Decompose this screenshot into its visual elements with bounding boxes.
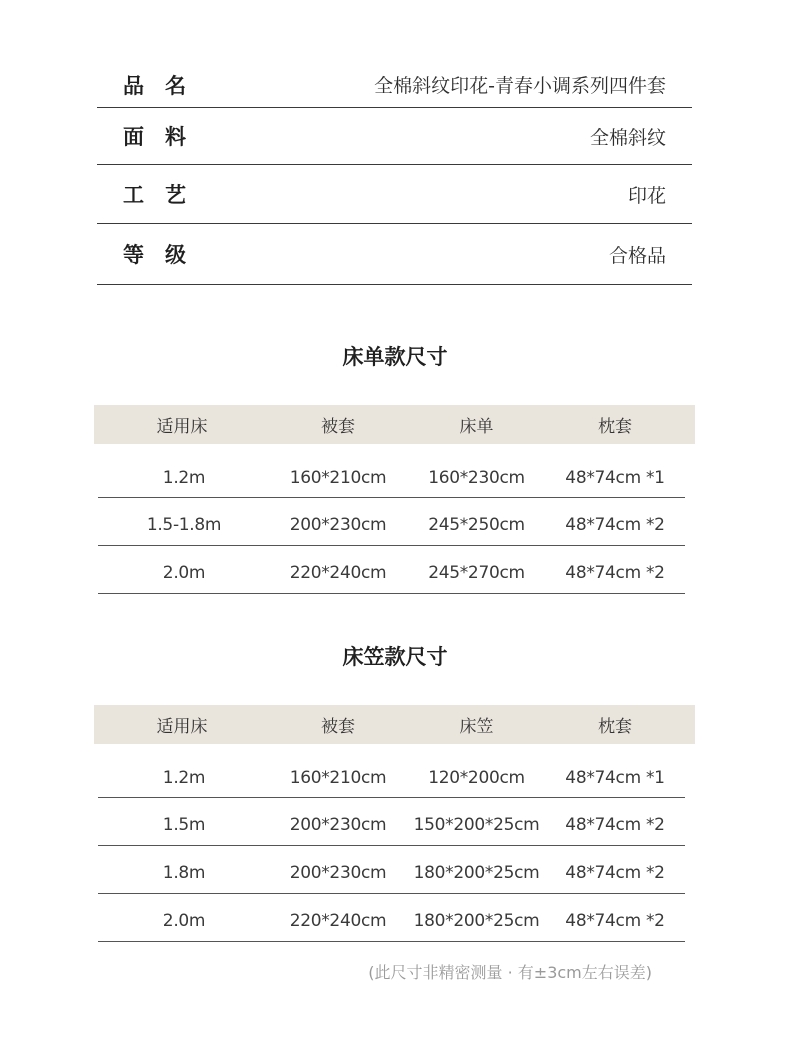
- table-cell: 48*74cm *1: [565, 467, 665, 488]
- table-cell: 180*200*25cm: [413, 862, 540, 883]
- info-label: 等级: [123, 243, 207, 267]
- info-row-craft: [97, 165, 692, 224]
- table-row: [98, 444, 685, 498]
- info-label: 品名: [123, 73, 207, 98]
- product-info-table: [97, 62, 692, 285]
- table-cell: 2.0m: [162, 562, 206, 583]
- header-cell: 适用床: [156, 417, 208, 437]
- table-cell: 1.2m: [162, 467, 206, 488]
- info-value: 全棉斜纹: [589, 126, 666, 149]
- header-cell: 被套: [321, 717, 355, 737]
- table-cell: 48*74cm *2: [565, 862, 665, 883]
- table-cell: 2.0m: [162, 910, 206, 931]
- table-row: [98, 744, 685, 798]
- table-body: [98, 444, 685, 594]
- info-value: 合格品: [608, 244, 666, 267]
- table-cell: 48*74cm *2: [565, 514, 665, 535]
- table-row: [98, 798, 685, 846]
- table-row: [98, 498, 685, 546]
- table-cell: 245*250cm: [428, 514, 525, 535]
- table-cell: 220*240cm: [289, 910, 387, 931]
- table-cell: 200*230cm: [289, 862, 387, 883]
- table-header: [94, 405, 695, 444]
- table-cell: 120*200cm: [428, 767, 525, 788]
- header-cell: 适用床: [156, 717, 208, 737]
- table-header: [94, 705, 695, 744]
- table-cell: 48*74cm *2: [565, 562, 665, 583]
- table-row: [98, 846, 685, 894]
- table-cell: 1.5m: [162, 814, 206, 835]
- table-body: [98, 744, 685, 942]
- table-cell: 180*200*25cm: [413, 910, 540, 931]
- table-cell: 48*74cm *2: [565, 910, 665, 931]
- header-cell: 床单: [459, 417, 494, 437]
- table-cell: 150*200*25cm: [413, 814, 540, 835]
- table-cell: 160*230cm: [428, 467, 525, 488]
- fitted-size-table: [94, 705, 695, 942]
- table-cell: 220*240cm: [289, 562, 387, 583]
- info-row-name: [97, 62, 692, 108]
- table-cell: 1.8m: [162, 862, 206, 883]
- header-cell: 被套: [321, 417, 355, 437]
- table-cell: 48*74cm *2: [565, 814, 665, 835]
- table-cell: 160*210cm: [289, 467, 387, 488]
- info-row-fabric: [97, 108, 692, 165]
- info-value: 印花: [627, 184, 666, 207]
- table-cell: 1.2m: [162, 767, 206, 788]
- fitted-section-title: 床笠款尺寸: [342, 645, 448, 669]
- sheet-section-title: 床单款尺寸: [342, 345, 448, 369]
- header-cell: 枕套: [598, 717, 632, 737]
- table-cell: 48*74cm *1: [565, 767, 665, 788]
- table-cell: 200*230cm: [289, 814, 387, 835]
- info-row-grade: [97, 224, 692, 285]
- table-cell: 160*210cm: [289, 767, 387, 788]
- table-cell: 245*270cm: [428, 562, 525, 583]
- table-row: [98, 546, 685, 594]
- info-value: 全棉斜纹印花-青春小调系列四件套: [374, 75, 666, 97]
- table-cell: 200*230cm: [289, 514, 387, 535]
- header-cell: 床笠: [459, 717, 494, 737]
- info-label: 工艺: [123, 183, 207, 207]
- measurement-note: (此尺寸非精密测量 · 有±3cm左右误差): [368, 963, 652, 982]
- header-cell: 枕套: [598, 417, 632, 437]
- table-cell: 1.5-1.8m: [146, 514, 222, 535]
- info-label: 面料: [123, 125, 207, 149]
- table-row: [98, 894, 685, 942]
- sheet-size-table: [94, 405, 695, 594]
